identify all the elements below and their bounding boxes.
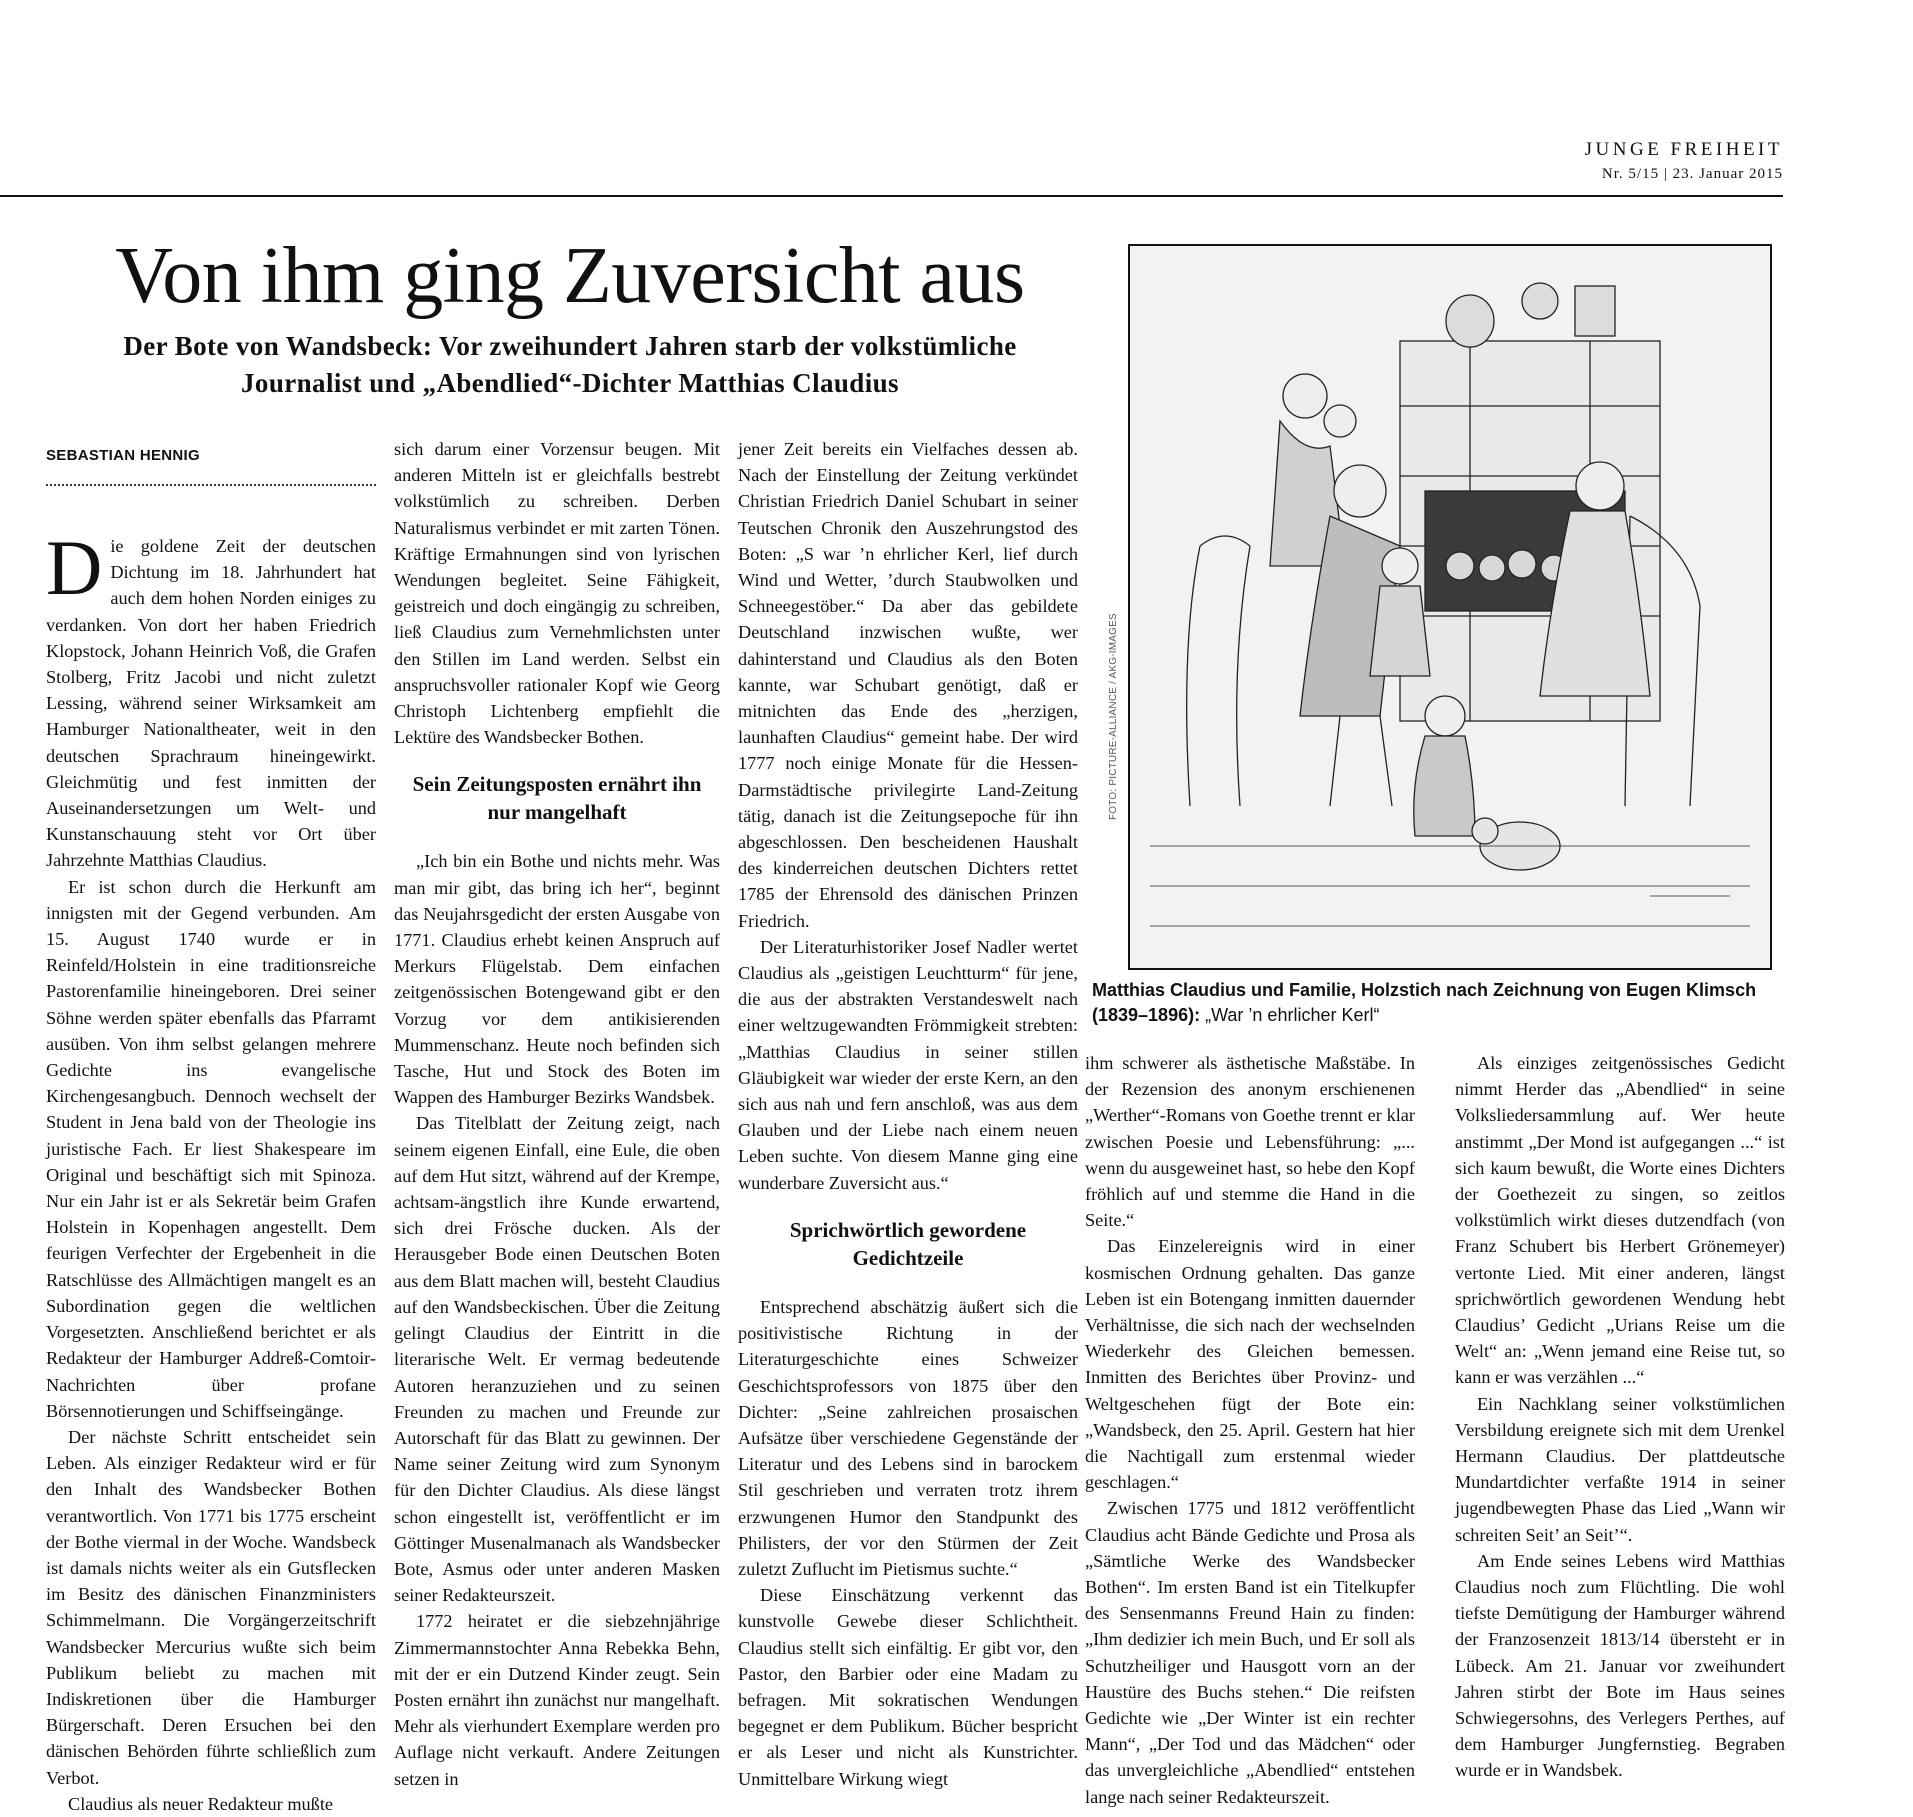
paragraph: 1772 heiratet er die siebzehnjährige Zimmermannstochter Anna Rebekka Behn, mit der er ein Dutzend Kinder zeugt. Sein Posten ernährt ihn zunächst nur mangelhaft. Mehr als vierhundert Exemplare werden pro Auflage nicht verkauft. Andere Zeitungen setzen in xyxy=(394,1611,720,1789)
subheading-2: Sprichwörtlich gewordene Gedichtzeile xyxy=(789,1217,1027,1270)
article-column-3 xyxy=(738,436,1078,1792)
masthead xyxy=(1585,138,1783,184)
image-caption xyxy=(1092,978,1792,1028)
paragraph: Am Ende seines Lebens wird Matthias Claudius noch zum Flüchtling. Die wohl tiefste Demütigung der Hamburger während der Franzosenzeit 1813/14 übersteht er in Lübeck. Am 21. Januar vor zweihundert Jahren stirbt der Bote im Haus seines Schwiegersohns, des Verlegers Perthes, auf dem Hamburger Jungfernstieg. Begraben wurde er in Wandsbek. xyxy=(1455,1550,1785,1781)
paragraph: Als einziges zeitgenössisches Gedicht nimmt Herder das „Abendlied“ in seine Volksliedersammlung auf. Wer heute anstimmt „Der Mond ist aufgegangen ...“ ist sich kaum bewußt, die Worte eines Dichters der Goethezeit zu singen, so zeitlos volkstümlich wirkt dieses dutzendfach (von Franz Schubert bis Herbert Grönemeyer) vertonte Lied. Mit einer anderen, längst sprichwörtlich gewordenen Wendung hebt Claudius’ Gedicht „Urians Reise um die Welt“ an: „Wenn jemand eine Reise tut, so kann er was verzählen ...“ xyxy=(1455,1053,1785,1388)
paragraph: Der nächste Schritt entscheidet sein Leben. Als einziger Redakteur wird er für den Inhalt des Wandsbecker Bothen verantwortlich. Von 1771 bis 1775 erscheint der Bothe viermal in der Woche. Wandsbeck ist damals nichts weiter als ein Gutsflecken im Besitz des dänischen Finanzministers Schimmelmann. Die Vorgängerzeitschrift Wandsbecker Mercurius wußte sich beim Publikum beliebt zu machen mit Indiskretionen über die Hamburger Bürgerschaft. Deren Ersuchen bei den dänischen Behörden führte schließlich zum Verbot. xyxy=(46,1426,376,1788)
paragraph: Das Einzelereignis wird in einer kosmischen Ordnung gehalten. Das ganze Leben ist ein Botengang inmitten dauernder Verhältnisse, die sich nach der wechselnden Wiederkehr des Gleichen bemessen. Inmitten des Berichtes über Provinz- und Weltgeschehen fügt der Bote ein: „Wandsbeck, den 25. April. Gestern hat hier die Nachtigall zum erstenmal wieder geschlagen.“ xyxy=(1085,1236,1415,1493)
paragraph: Ein Nachklang seiner volkstümlichen Versbildung ereignete sich mit dem Urenkel Hermann Claudius. Der plattdeutsche Mundartdichter verfaßte 1914 in seiner jugendbewegten Phase das Lied „Wann wir schreiten Seit’ an Seit’“. xyxy=(1455,1393,1785,1545)
woodcut-family-scene-image xyxy=(1130,246,1770,968)
top-rule xyxy=(0,195,1783,197)
article-column-2 xyxy=(394,436,720,1792)
article-column-1 xyxy=(46,524,376,1817)
paragraph: Claudius als neuer Redakteur mußte xyxy=(68,1793,334,1814)
issue-info: Nr. 5/15 | 23. Januar 2015 xyxy=(1601,166,1783,182)
paragraph: Die goldene Zeit der deutschen Dichtung im 18. Jahrhundert hat auch dem hohen Norden einiges zu verdanken. Von dort her haben Friedrich Klopstock, Johann Heinrich Voß, die Grafen Stolberg, Fritz Jacobi und nicht zuletzt Lessing, während seiner Wirksamkeit am Hamburger Nationaltheater, weit in den deutschen Sprachraum hineingewirkt. Gleichmütig und fest inmitten der Auseinandersetzungen um Welt- und Kunstanschauung steht vor Ort über Jahrzehnte Matthias Claudius. xyxy=(46,524,376,871)
paragraph: ihm schwerer als ästhetische Maßstäbe. In der Rezension des anonym erschienenen „Werther“-Romans von Goethe trennt er klar zwischen Poesie und Lebensführung: „... wenn du ausgeweinet hast, so hebe den Kopf fröhlich auf und stemme die Hand in die Seite.“ xyxy=(1085,1053,1415,1231)
woodcut-illustration xyxy=(1128,244,1772,970)
paragraph: Entsprechend abschätzig äußert sich die positivistische Richtung in der Literaturgeschichte eines Schweizer Geschichtsprofessors von 1875 über den Dichter: „Seine zahlreichen prosaischen Aufsätze über verschiedene Gegenstände der Literatur und des Lebens sind in barockem Stil geschrieben und verraten trotz ihrem erzwungenen Humor den Standpunkt des Philisters, der vor den Stürmen der Zeit zuletzt Zuflucht im Pietismus suchte.“ xyxy=(738,1296,1078,1579)
paragraph: Diese Einschätzung verkennt das kunstvolle Gewebe dieser Schlichtheit. Claudius stellt sich einfältig. Er gibt vor, den Pastor, den Barbier oder eine Madam zu befragen. Mit sokratischen Wendungen begegnet er dem Publikum. Bücher bespricht er als Leser und nicht als Kunstrichter. Unmittelbare Wirkung wiegt xyxy=(738,1585,1078,1789)
dropcap: D xyxy=(46,524,103,611)
caption-bold: Matthias Claudius und Familie, Holzstich nach Zeichnung von Eugen Klimsch (1839–1896): xyxy=(1092,980,1757,1025)
paragraph: „Ich bin ein Bothe und nichts mehr. Was man mir gibt, das bring ich her“, beginnt das Neujahrsgedicht der ersten Ausgabe von 1771. Claudius erhebt keinen Anspruch auf Merkurs Flügelstab. Dem einfachen zeitgenössischen Botengewand gibt er den Vorzug vor dem antikisierenden Mummenschanz. Heute noch befinden sich Tasche, Hut und Stock des Boten im Wappen des Hamburger Bezirks Wandsbek. xyxy=(394,851,720,1108)
byline: SEBASTIAN HENNIG xyxy=(46,447,200,464)
article-column-5 xyxy=(1455,1050,1785,1784)
paragraph: sich darum einer Vorzensur beugen. Mit anderen Mitteln ist er gleichfalls bestrebt volkstümlich zu schreiben. Derben Naturalismus verbindet er mit zarten Tönen. Kräftige Ermahnungen sind von lyrischen Wendungen begleitet. Seine Fähigkeit, geistreich und doch eingängig zu schreiben, ließ Claudius zum Vernehmlichsten unter den Stillen im Land werden. Selbst ein anspruchsvoller rationaler Kopf wie Georg Christoph Lichtenberg empfiehlt die Lektüre des Wandsbecker Bothen. xyxy=(394,439,720,748)
paragraph: Zwischen 1775 und 1812 veröffentlicht Claudius acht Bände Gedichte und Prosa als „Sämtliche Werke des Wandsbecker Bothen“. Im ersten Band ist ein Titelkupfer des Sensenmanns Freund Hain zu finden: „Ihm dedizier ich mein Buch, und Er soll als Schutzheiliger und Hausgott vorn an der Haustüre des Buchs stehen.“ Die reifsten Gedichte wie „Der Winter ist ein rechter Mann“, „Der Tod und das Mädchen“ oder das unvergleichliche „Abendlied“ entstehen lange nach seiner Redakteurszeit. xyxy=(1085,1498,1415,1807)
headline: Von ihm ging Zuversicht aus xyxy=(115,232,1025,320)
subheading-1: Sein Zeitungsposten ernährt ihn nur mangelhaft xyxy=(412,772,702,825)
subheadline: Der Bote von Wandsbeck: Vor zweihundert Jahren starb der volkstümliche Journalist und „Abendlied“-Dichter Matthias Claudius xyxy=(123,331,1017,398)
byline-dotted-rule xyxy=(46,484,376,486)
photo-credit: FOTO: PICTURE-ALLIANCE / AKG-IMAGES xyxy=(1108,613,1119,820)
article-column-4 xyxy=(1085,1050,1415,1810)
newspaper-name: JUNGE FREIHEIT xyxy=(1584,139,1783,160)
caption-quote: „War ’n ehrlicher Kerl“ xyxy=(1200,1005,1380,1025)
paragraph: Das Titelblatt der Zeitung zeigt, nach seinem eigenen Einfall, eine Eule, die oben auf dem Hut sitzt, während auf der Krempe, achtsam-ängstlich ihre Kunde erwartend, sich drei Frösche ducken. Als der Herausgeber Bode einen Deutschen Boten aus dem Blatt machen will, besteht Claudius auf den Wandsbeckischen. Über die Zeitung gelingt Claudius der Eintritt in die literarische Welt. Er vermag bedeutende Autoren heranzuziehen und zu seinen Freunden zu machen und Freunde zur Autorschaft für das Blatt zu gewinnen. Der Name seiner Zeitung wird zum Synonym für den Dichter Claudius. Als diese längst schon eingestellt ist, veröffentlicht er im Göttinger Musenalmanach als Wandsbecker Bote, Asmus oder unter anderen Masken seiner Redakteurszeit. xyxy=(394,1113,720,1606)
paragraph: jener Zeit bereits ein Vielfaches dessen ab. Nach der Einstellung der Zeitung verkündet Christian Friedrich Daniel Schubart in seiner Teutschen Chronik den Auszehrungstod des Boten: „S war ’n ehrlicher Kerl, lief durch Wind und Wetter, ’durch Staubwolken und Schneegestöber.“ Da aber das gebildete Deutschland inzwischen wußte, wer dahinterstand und Claudius als den Boten kannte, war Schubart genötigt, daß er mitnichten das Ende des „herzigen, launhaften Claudius“ gemeint habe. Der wird 1777 noch einige Monate für die Hessen-Darmstädtische privilegirte Land-Zeitung tätig, danach ist die Zeitungsepoche für ihn abgeschlossen. Den bescheidenen Haushalt des kinderreichen deutschen Dichters rettet 1785 der Ehrensold des dänischen Prinzen Friedrich. xyxy=(738,439,1078,931)
paragraph: Er ist schon durch die Herkunft am innigsten mit der Gegend verbunden. Am 15. August 1740 wurde er in Reinfeld/Holstein in eine traditionsreiche Pastorenfamilie hineingeboren. Drei seiner Söhne werden später ebenfalls das Pfarramt ausüben. Von ihm selbst gelangen mehrere Gedichte ins evangelische Kirchengesangbuch. Dennoch wechselt der Student in Jena bald von der Theologie ins juristische Fach. Er liest Shakespeare im Original und beschäftigt sich mit Spinoza. Nur ein Jahr ist er als Sekretär beim Grafen Holstein in Kopenhagen angestellt. Dem feurigen Verfechter der Ergebenheit in die Ratschlüsse des Allmächtigen mangelt es an Subordination gegen die weltlichen Vorgesetzten. Anschließend berichtet er als Redakteur der Hamburger Addreß-Comtoir-Nachrichten über profane Börsennotierungen und Schiffseingänge. xyxy=(46,876,376,1421)
paragraph: Der Literaturhistoriker Josef Nadler wertet Claudius als „geistigen Leuchtturm“ für jene, die aus der abstrakten Verstandeswelt nach einer weltzugewandten Frömmigkeit strebten: „Matthias Claudius in seiner stillen Gläubigkeit war wieder der erste Kern, an den sich aus nah und fern anschloß, was aus dem Glauben und der Liebe nach einem neuen Leben suchte. Von diesem Manne ging eine wunderbare Zuversicht aus.“ xyxy=(738,936,1078,1193)
